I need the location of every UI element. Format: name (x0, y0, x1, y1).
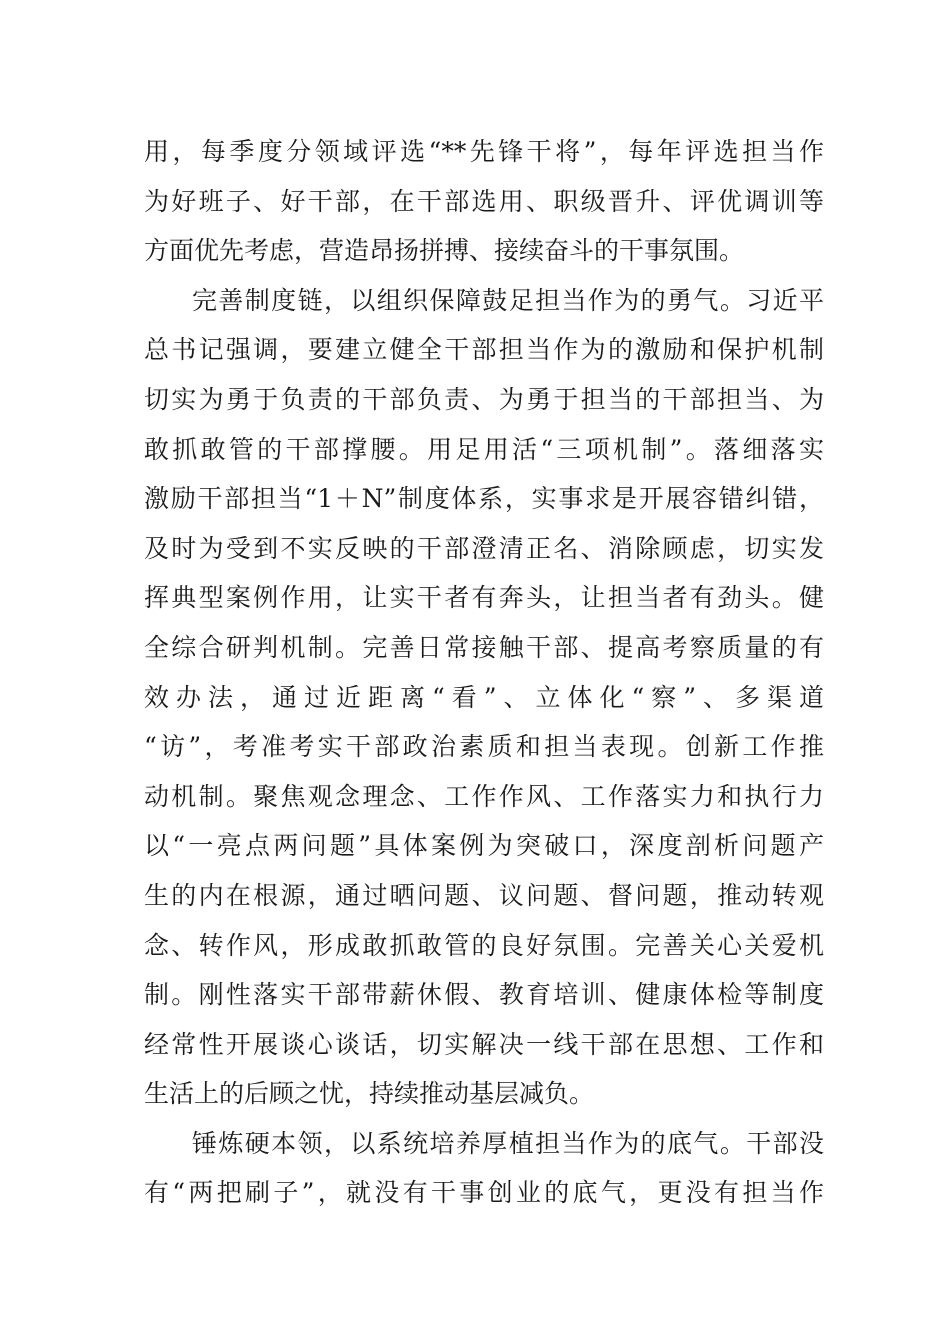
paragraph-end-line: 方面优先考虑，营造昂扬拼搏、接续奋斗的干事氛围。 (144, 236, 745, 266)
text-line: 经常性开展谈心谈话，切实解决一线干部在思想、工作和 (144, 1029, 824, 1059)
paragraph-end-line: 生活上的后顾之忧，持续推动基层减负。 (144, 1079, 595, 1109)
paragraph-first-line: 完善制度链，以组织保障鼓足担当作为的勇气。习近平 (192, 285, 824, 315)
text-line: 念、转作风，形成敢抓敢管的良好氛围。完善关心关爱机 (144, 930, 824, 960)
text-line: 生的内在根源，通过晒问题、议问题、督问题，推动转观 (144, 880, 824, 910)
text-line: 激励干部担当“1＋N”制度体系，实事求是开展容错纠错， (144, 484, 824, 514)
text-line: 切实为勇于负责的干部负责、为勇于担当的干部担当、为 (144, 384, 824, 414)
text-line: 敢抓敢管的干部撑腰。用足用活“三项机制”。落细落实 (144, 434, 824, 464)
text-line: 总书记强调，要建立健全干部担当作为的激励和保护机制 (144, 335, 824, 365)
body-text (144, 127, 824, 1218)
text-line: 为好班子、好干部，在干部选用、职级晋升、评优调训等 (144, 186, 824, 216)
text-line: 挥典型案例作用，让实干者有奔头，让担当者有劲头。健 (144, 583, 824, 613)
text-line: 效办法，通过近距离“看”、立体化“察”、多渠道 (144, 682, 824, 712)
text-line: 及时为受到不实反映的干部澄清正名、消除顾虑，切实发 (144, 533, 824, 563)
text-line: 全综合研判机制。完善日常接触干部、提高考察质量的有 (144, 632, 824, 662)
text-line: “访”，考准考实干部政治素质和担当表现。创新工作推 (144, 732, 824, 762)
text-line: 动机制。聚焦观念理念、工作作风、工作落实力和执行力 (144, 781, 824, 811)
text-line: 有“两把刷子”，就没有干事创业的底气，更没有担当作 (144, 1178, 824, 1208)
text-line: 制。刚性落实干部带薪休假、教育培训、健康体检等制度 (144, 980, 824, 1010)
text-line: 以“一亮点两问题”具体案例为突破口，深度剖析问题产 (144, 831, 824, 861)
text-line: 用，每季度分领域评选“**先锋干将”，每年评选担当作 (144, 137, 824, 166)
paragraph-first-line: 锤炼硬本领，以系统培养厚植担当作为的底气。干部没 (192, 1128, 824, 1158)
